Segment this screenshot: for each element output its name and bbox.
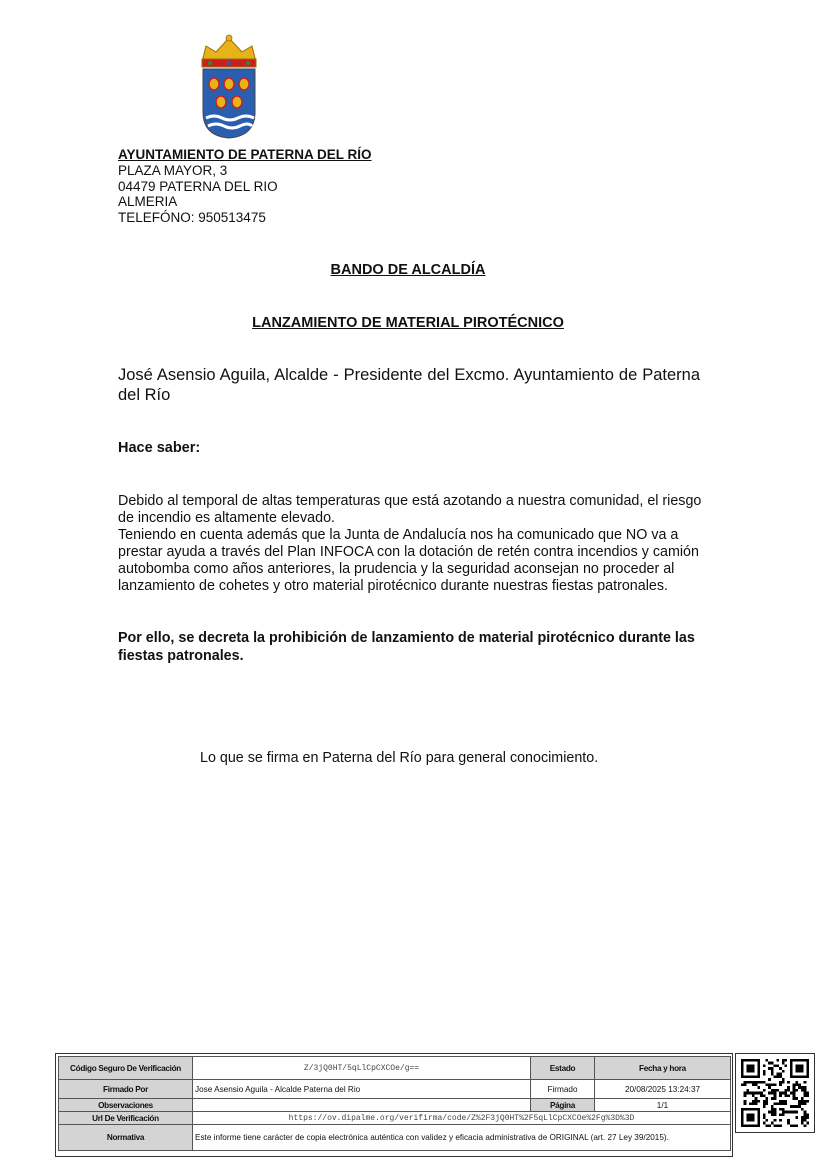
normativa-label: Normativa xyxy=(59,1125,193,1151)
qr-code-icon xyxy=(741,1059,809,1127)
firmado-label: Firmado Por xyxy=(59,1080,193,1099)
address-line-2: 04479 PATERNA DEL RIO xyxy=(118,178,278,194)
fecha-value: 20/08/2025 13:24:37 xyxy=(595,1080,731,1099)
pagina-value: 1/1 xyxy=(595,1099,731,1112)
body-text xyxy=(118,493,703,595)
body-paragraph: Teniendo en cuenta además que la Junta de Andalucía nos ha comunicado que NO va a prestar ayuda a través del Plan INFOCA con la dotación de retén contra incendios y camión autobomba como años anteriores, la prudencia y la seguridad aconsejan no proceder al lanzamiento de cohetes y otro material pirotécnico durante nuestras fiestas patronales. xyxy=(118,527,699,594)
document-subtitle: LANZAMIENTO DE MATERIAL PIROTÉCNICO xyxy=(252,315,564,331)
verification-url[interactable]: https://ov.dipalme.org/verifirma/code/Z%2F3jQ0HT%2F5qLlCpCXCOe%2Fg%3D%3D xyxy=(193,1112,731,1125)
document-title: BANDO DE ALCALDÍA xyxy=(330,262,486,278)
firmado-value: Jose Asensio Aguila - Alcalde Paterna del Rio xyxy=(193,1080,531,1099)
verification-table xyxy=(58,1056,731,1151)
codigo-value: Z/3jQ0HT/5qLlCpCXCOe/g== xyxy=(193,1057,531,1080)
address-line-1: PLAZA MAYOR, 3 xyxy=(118,162,228,178)
mayor-statement: José Asensio Aguila, Alcalde - Presidente del Excmo. Ayuntamiento de Paterna del Río xyxy=(118,366,700,404)
address-line-3: ALMERIA xyxy=(118,194,178,210)
phone-number: TELEFÓNO: 950513475 xyxy=(118,210,266,226)
closing-line: Lo que se firma en Paterna del Río para general conocimiento. xyxy=(200,750,599,766)
url-label: Url De Verificación xyxy=(59,1112,193,1125)
pagina-label: Página xyxy=(531,1099,595,1112)
municipality-address xyxy=(118,147,372,226)
body-paragraph: Debido al temporal de altas temperaturas que está azotando a nuestra comunidad, el riesgo de incendio es altamente elevado. xyxy=(118,493,702,526)
normativa-value: Este informe tiene carácter de copia electrónica auténtica con validez y eficacia administrativa de ORIGINAL (art. 27 Ley 39/2015). xyxy=(193,1125,731,1151)
codigo-label: Código Seguro De Verificación xyxy=(59,1057,193,1080)
verification-box xyxy=(55,1053,733,1157)
hace-saber-heading: Hace saber: xyxy=(118,440,201,456)
observaciones-value xyxy=(193,1099,531,1112)
decree-text: Por ello, se decreta la prohibición de lanzamiento de material pirotécnico durante las fiestas patronales. xyxy=(118,630,695,664)
municipality-name: AYUNTAMIENTO DE PATERNA DEL RÍO xyxy=(118,147,372,162)
qr-code-box xyxy=(735,1053,815,1133)
observaciones-label: Observaciones xyxy=(59,1099,193,1112)
estado-value: Firmado xyxy=(531,1080,595,1099)
fecha-label: Fecha y hora xyxy=(595,1057,731,1080)
municipal-crest-icon xyxy=(196,32,262,140)
estado-label: Estado xyxy=(531,1057,595,1080)
